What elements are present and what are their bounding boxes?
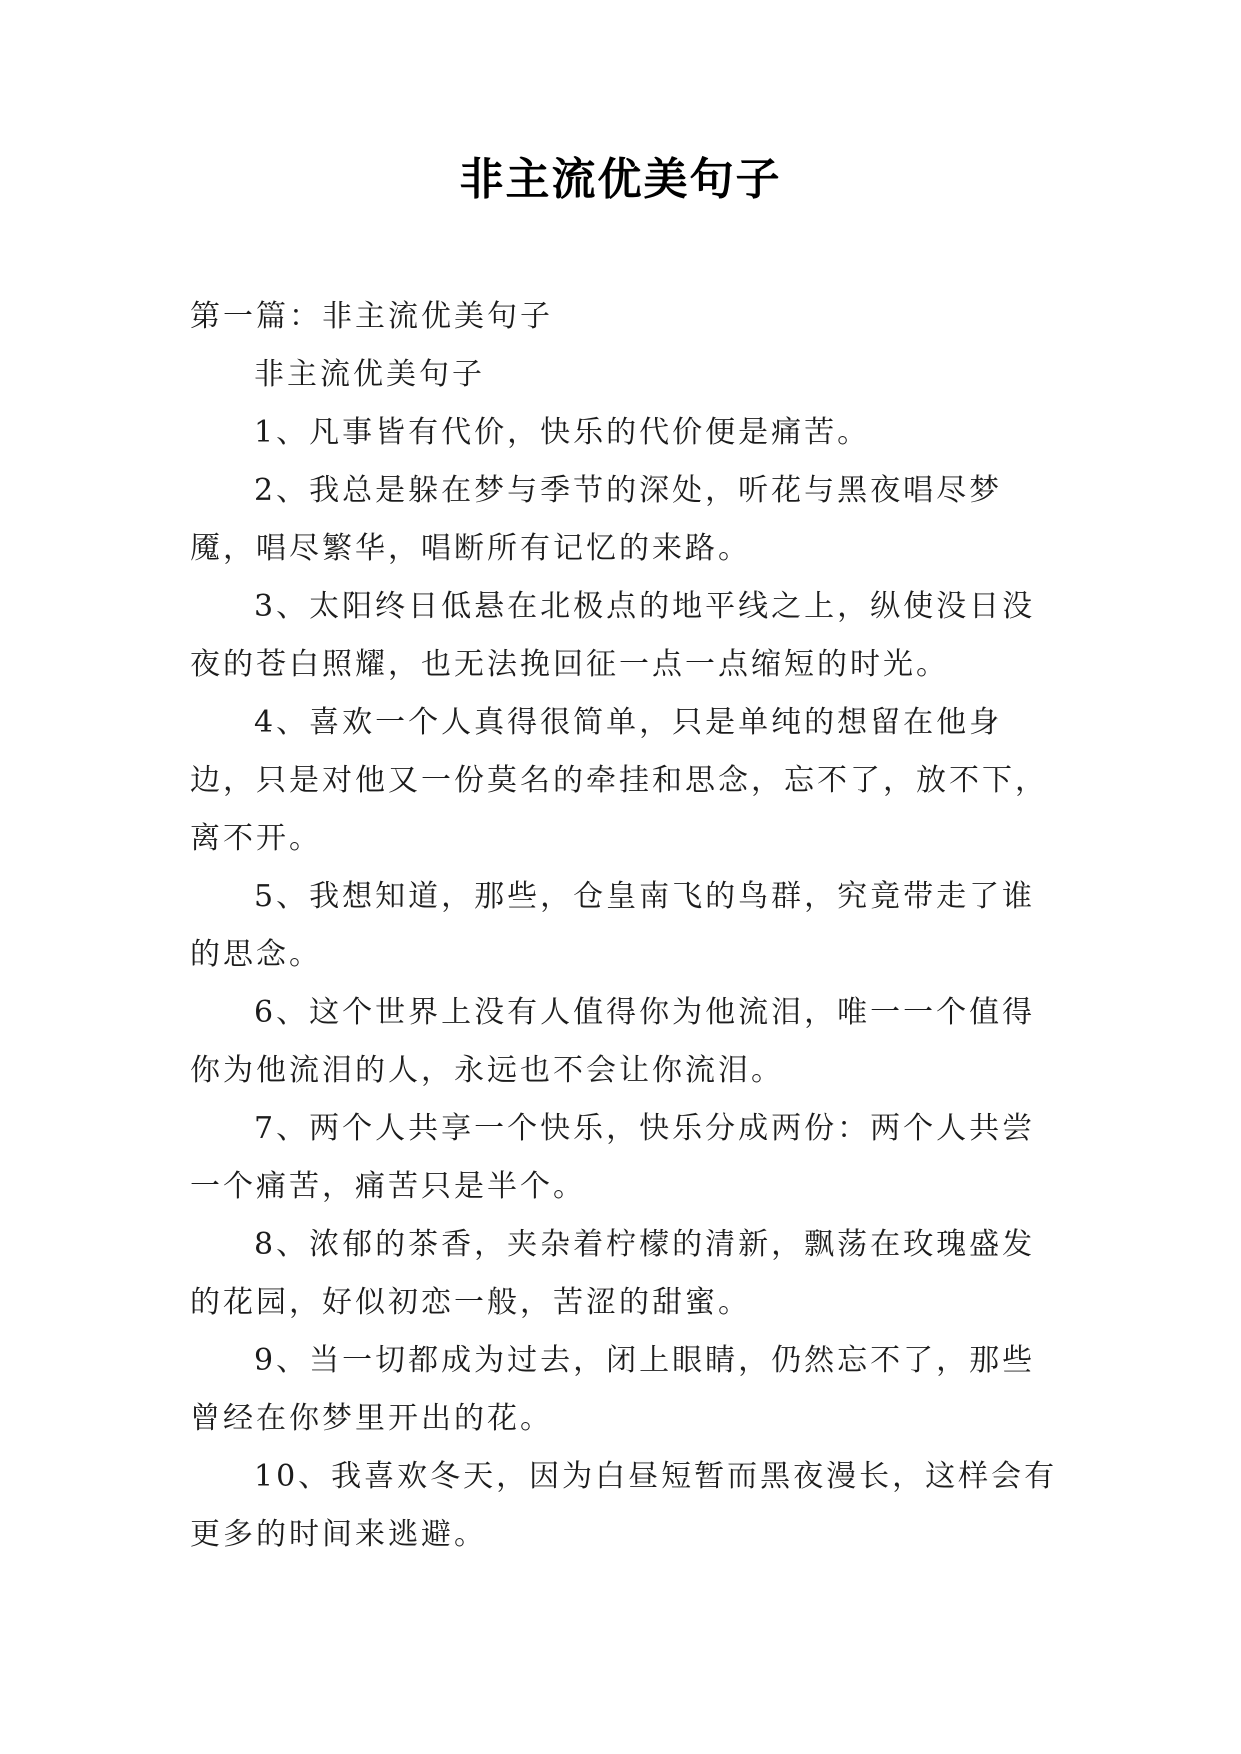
paragraph-9: 9、当一切都成为过去，闭上眼睛，仍然忘不了，那些曾经在你梦里开出的花。 xyxy=(190,1343,1036,1436)
paragraph-6: 6、这个世界上没有人值得你为他流泪，唯一一个值得你为他流泪的人，永远也不会让你流泪。 xyxy=(190,995,1036,1088)
document-body xyxy=(190,288,1060,1564)
paragraph-5: 5、我想知道，那些，仓皇南飞的鸟群，究竟带走了谁的思念。 xyxy=(190,879,1036,972)
paragraph-8: 8、浓郁的茶香，夹杂着柠檬的清新，飘荡在玫瑰盛发的花园，好似初恋一般，苦涩的甜蜜。 xyxy=(190,1227,1036,1320)
paragraph-4: 4、喜欢一个人真得很简单，只是单纯的想留在他身边，只是对他又一份莫名的牵挂和思念，忘不了，放不下，离不开。 xyxy=(190,705,1048,856)
document-title: 非主流优美句子 xyxy=(459,154,782,205)
paragraph-10: 10、我喜欢冬天，因为白昼短暂而黑夜漫长，这样会有更多的时间来逃避。 xyxy=(190,1459,1058,1552)
section-heading: 第一篇：非主流优美句子 xyxy=(190,299,553,334)
paragraph-3: 3、太阳终日低悬在北极点的地平线之上，纵使没日没夜的苍白照耀，也无法挽回征一点一点缩短的时光。 xyxy=(190,589,1036,682)
paragraph-7: 7、两个人共享一个快乐，快乐分成两份：两个人共尝一个痛苦，痛苦只是半个。 xyxy=(190,1111,1036,1204)
paragraph-1: 1、凡事皆有代价，快乐的代价便是痛苦。 xyxy=(254,415,871,450)
section-subtitle: 非主流优美句子 xyxy=(254,357,485,392)
paragraph-2: 2、我总是躲在梦与季节的深处，听花与黑夜唱尽梦魇，唱尽繁华，唱断所有记忆的来路。 xyxy=(190,473,1003,566)
